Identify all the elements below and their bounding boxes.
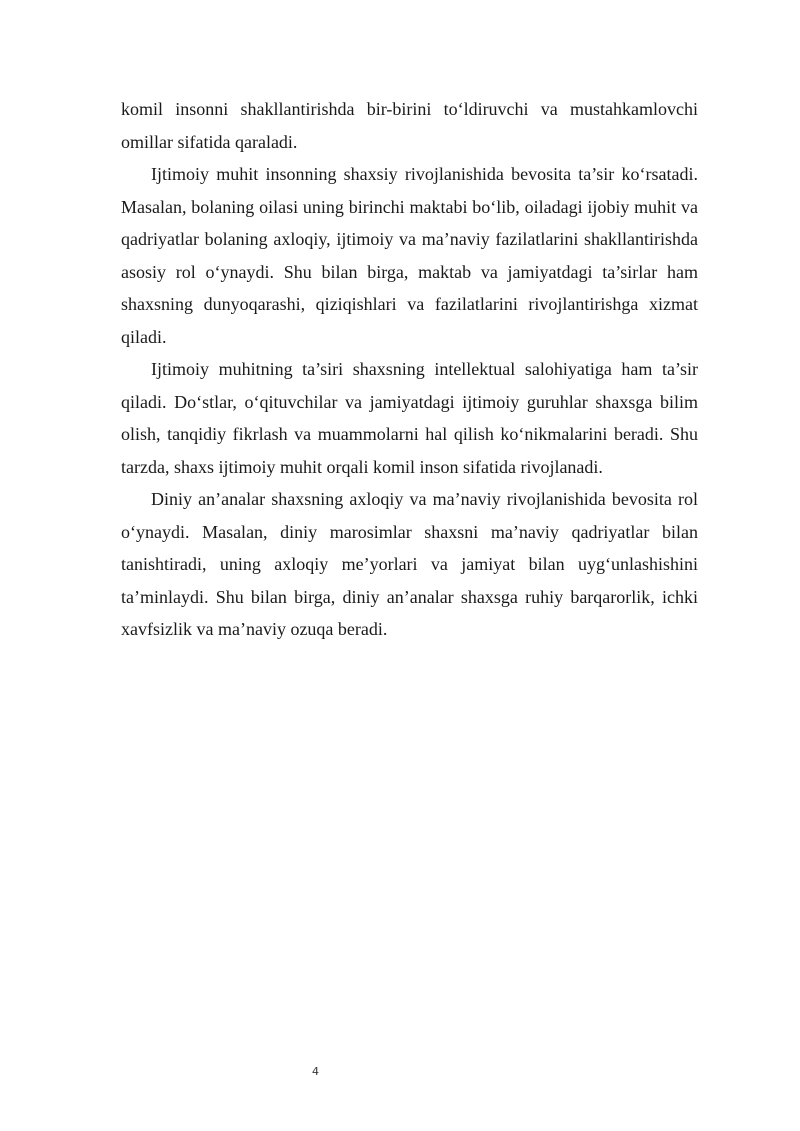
body-text — [121, 93, 698, 646]
page-number: 4 — [312, 1065, 319, 1078]
paragraph-intellectual-influence: Ijtimoiy muhitning ta’siri shaxsning intellektual salohiyatiga ham ta’sir qiladi. Do‘stlar, o‘qituvchilar va jamiyatdagi ijtimoiy guruhlar shaxsga bilim olish, tanqidiy fikrlash va muammolarni hal qilish ko‘nikmalarini beradi. Shu tarzda, shaxs ijtimoiy muhit orqali komil inson sifatida rivojlanadi. — [121, 359, 698, 477]
paragraph-social-environment: Ijtimoiy muhit insonning shaxsiy rivojlanishida bevosita ta’sir ko‘rsatadi. Masalan, bolaning oilasi uning birinchi maktabi bo‘lib, oiladagi ijobiy muhit va qadriyatlar bolaning axloqiy, ijtimoiy va ma’naviy fazilatlarini shakllantirishda asosiy rol o‘ynaydi. Shu bilan birga, maktab va jamiyatdagi ta’sirlar ham shaxsning dunyoqarashi, qiziqishlari va fazilatlarini rivojlantirishga xizmat qiladi. — [121, 164, 698, 347]
paragraph-religious-traditions: Diniy an’analar shaxsning axloqiy va ma’naviy rivojlanishida bevosita rol o‘ynaydi. Masalan, diniy marosimlar shaxsni ma’naviy qadriyatlar bilan tanishtiradi, uning axloqiy me’yorlari va jamiyat bilan uyg‘unlashishini ta’minlaydi. Shu bilan birga, diniy an’analar shaxsga ruhiy barqarorlik, ichki xavfsizlik va ma’naviy ozuqa beradi. — [121, 489, 698, 639]
paragraph-continuation: komil insonni shakllantirishda bir-birini to‘ldiruvchi va mustahkamlovchi omillar sifatida qaraladi. — [121, 99, 698, 152]
